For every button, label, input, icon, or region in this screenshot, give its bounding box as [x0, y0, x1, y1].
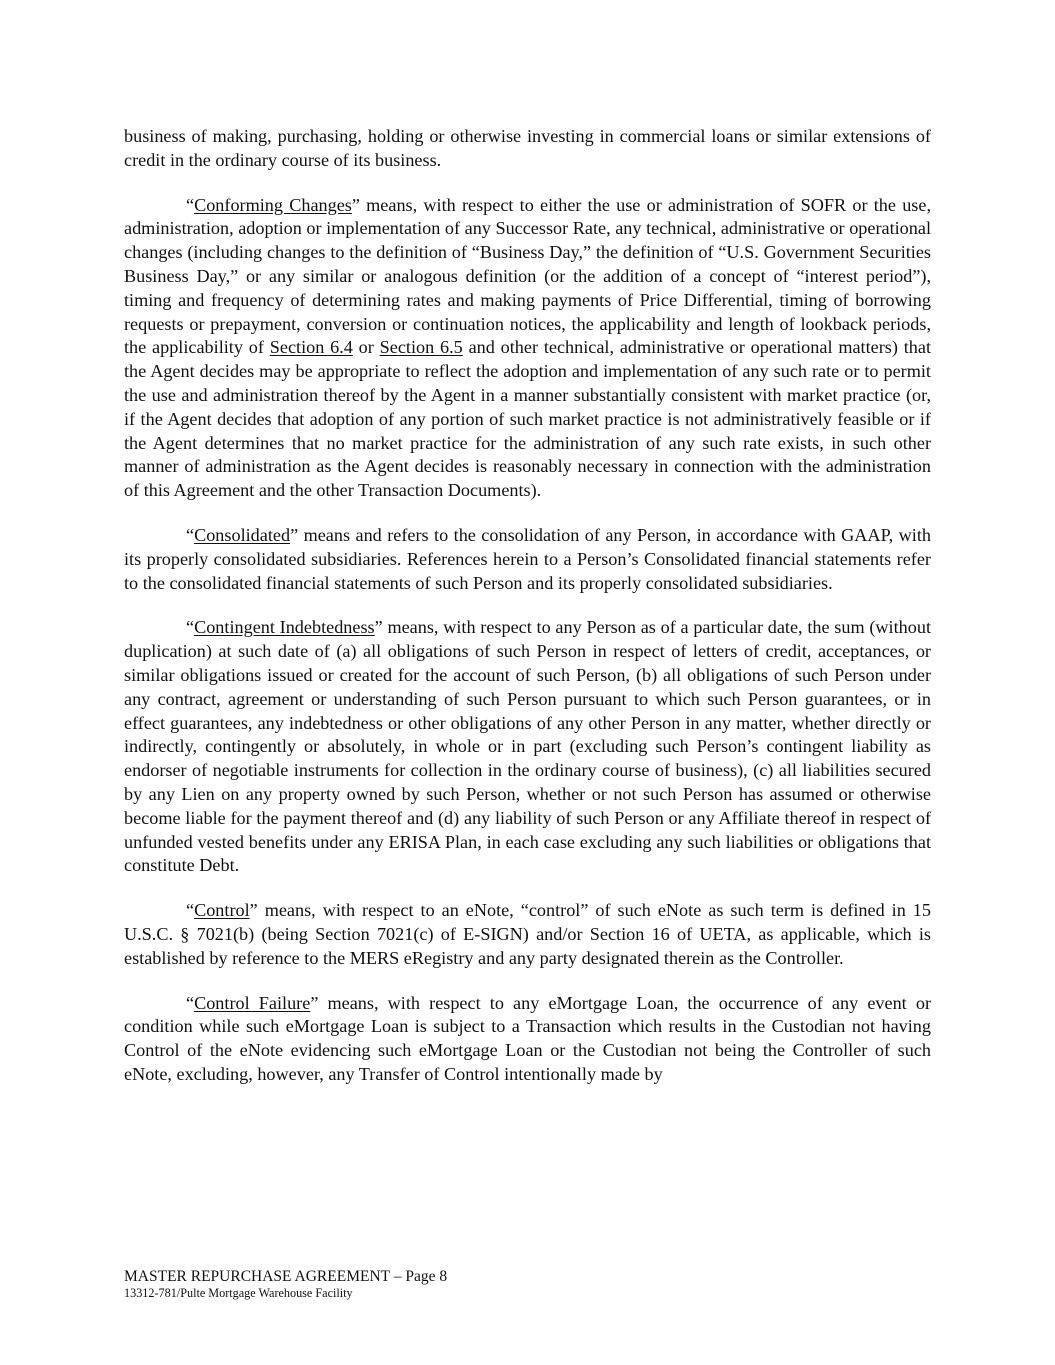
defined-term: Conforming Changes — [194, 194, 352, 215]
open-quote: “ — [186, 900, 195, 921]
definition-text: ” means, with respect to either the use or administration of SOFR or the use, administration, adoption or implementation of any Successor Rate, any technical, administrative or operational changes (including changes to the definition of “Business Day,” the definition of “U.S. Government Securities Business Day,” or any similar or analogous definition (or the addition of a concept of “interest period”), timing and frequency of determining rates and making payments of Price Differential, timing of borrowing requests or prepayment, conversion or continuation notices, the applicability and length of lookback periods, the applicability of — [124, 194, 931, 358]
definition-contingent-indebtedness — [124, 616, 931, 878]
definition-control — [124, 899, 931, 970]
definition-text: ” means, with respect to an eNote, “control” of such eNote as such term is defined in 15 U.S.C. § 7021(b) (being Section 7021(c) of E-SIGN) and/or Section 16 of UETA, as applicable, which is established by reference to the MERS eRegistry and any party designated therein as the Controller. — [124, 900, 931, 968]
document-body — [124, 125, 931, 1108]
definition-conforming-changes — [124, 194, 931, 503]
definition-text: ” means, with respect to any eMortgage Loan, the occurrence of any event or condition while such eMortgage Loan is subject to a Transaction which results in the Custodian not having Control of the eNote evidencing such eMortgage Loan or the Custodian not being the Controller of such eNote, excluding, however, any Transfer of Control intentionally made by — [124, 992, 931, 1084]
definition-control-failure — [124, 992, 931, 1087]
open-quote: “ — [186, 992, 195, 1013]
defined-term: Consolidated — [194, 524, 291, 545]
page-footer — [124, 1268, 824, 1301]
definition-text: and other technical, administrative or operational matters) that the Agent decides may be appropriate to reflect the adoption and implementation of any such rate or to permit the use and administration thereof by the Agent in a manner substantially consistent with market practice (or, if the Agent decides that adoption of any portion of such market practice is not administratively feasible or if the Agent determines that no market practice for the administration of any such rate exists, in such other manner of administration as the Agent decides is reasonably necessary in connection with the administration of this Agreement and the other Transaction Documents). — [124, 337, 931, 501]
section-reference: Section 6.5 — [379, 337, 463, 358]
paragraph-continuation — [124, 125, 931, 173]
defined-term: Control Failure — [194, 992, 311, 1013]
defined-term: Contingent Indebtedness — [194, 617, 375, 638]
definition-text: ” means and refers to the consolidation of any Person, in accordance with GAAP, with its properly consolidated subsidiaries. References herein to a Person’s Consolidated financial statements refer to the consolidated financial statements of such Person and its properly consolidated subsidiaries. — [124, 524, 931, 593]
defined-term: Control — [194, 900, 250, 921]
open-quote: “ — [186, 194, 195, 215]
definition-consolidated — [124, 524, 931, 595]
footer-title: MASTER REPURCHASE AGREEMENT – Page 8 — [124, 1268, 448, 1285]
open-quote: “ — [186, 524, 195, 545]
definition-text: ” means, with respect to any Person as of a particular date, the sum (without duplication) at such date of (a) all obligations of such Person in respect of letters of credit, acceptances, or similar obligations issued or created for the account of such Person, (b) all obligations of such Person under any contract, agreement or understanding of such Person pursuant to which such Person guarantees, or in effect guarantees, any indebtedness or other obligations of any other Person in any matter, whether directly or indirectly, contingently or absolutely, in whole or in part (excluding such Person’s contingent liability as endorser of negotiable instruments for collection in the ordinary course of business), (c) all liabilities secured by any Lien on any property owned by such Person, whether or not such Person has assumed or otherwise become liable for the payment thereof and (d) any liability of such Person or any Affiliate thereof in respect of unfunded vested benefits under any ERISA Plan, in each case excluding any such liabilities or obligations that constitute Debt. — [124, 617, 932, 876]
open-quote: “ — [186, 617, 195, 638]
paragraph-text: business of making, purchasing, holding or otherwise investing in commercial loans or similar extensions of credit in the ordinary course of its business. — [124, 126, 931, 170]
footer-document-reference: 13312-781/Pulte Mortgage Warehouse Facility — [124, 1286, 353, 1300]
section-reference: Section 6.4 — [269, 337, 353, 358]
definition-text: or — [352, 337, 380, 358]
